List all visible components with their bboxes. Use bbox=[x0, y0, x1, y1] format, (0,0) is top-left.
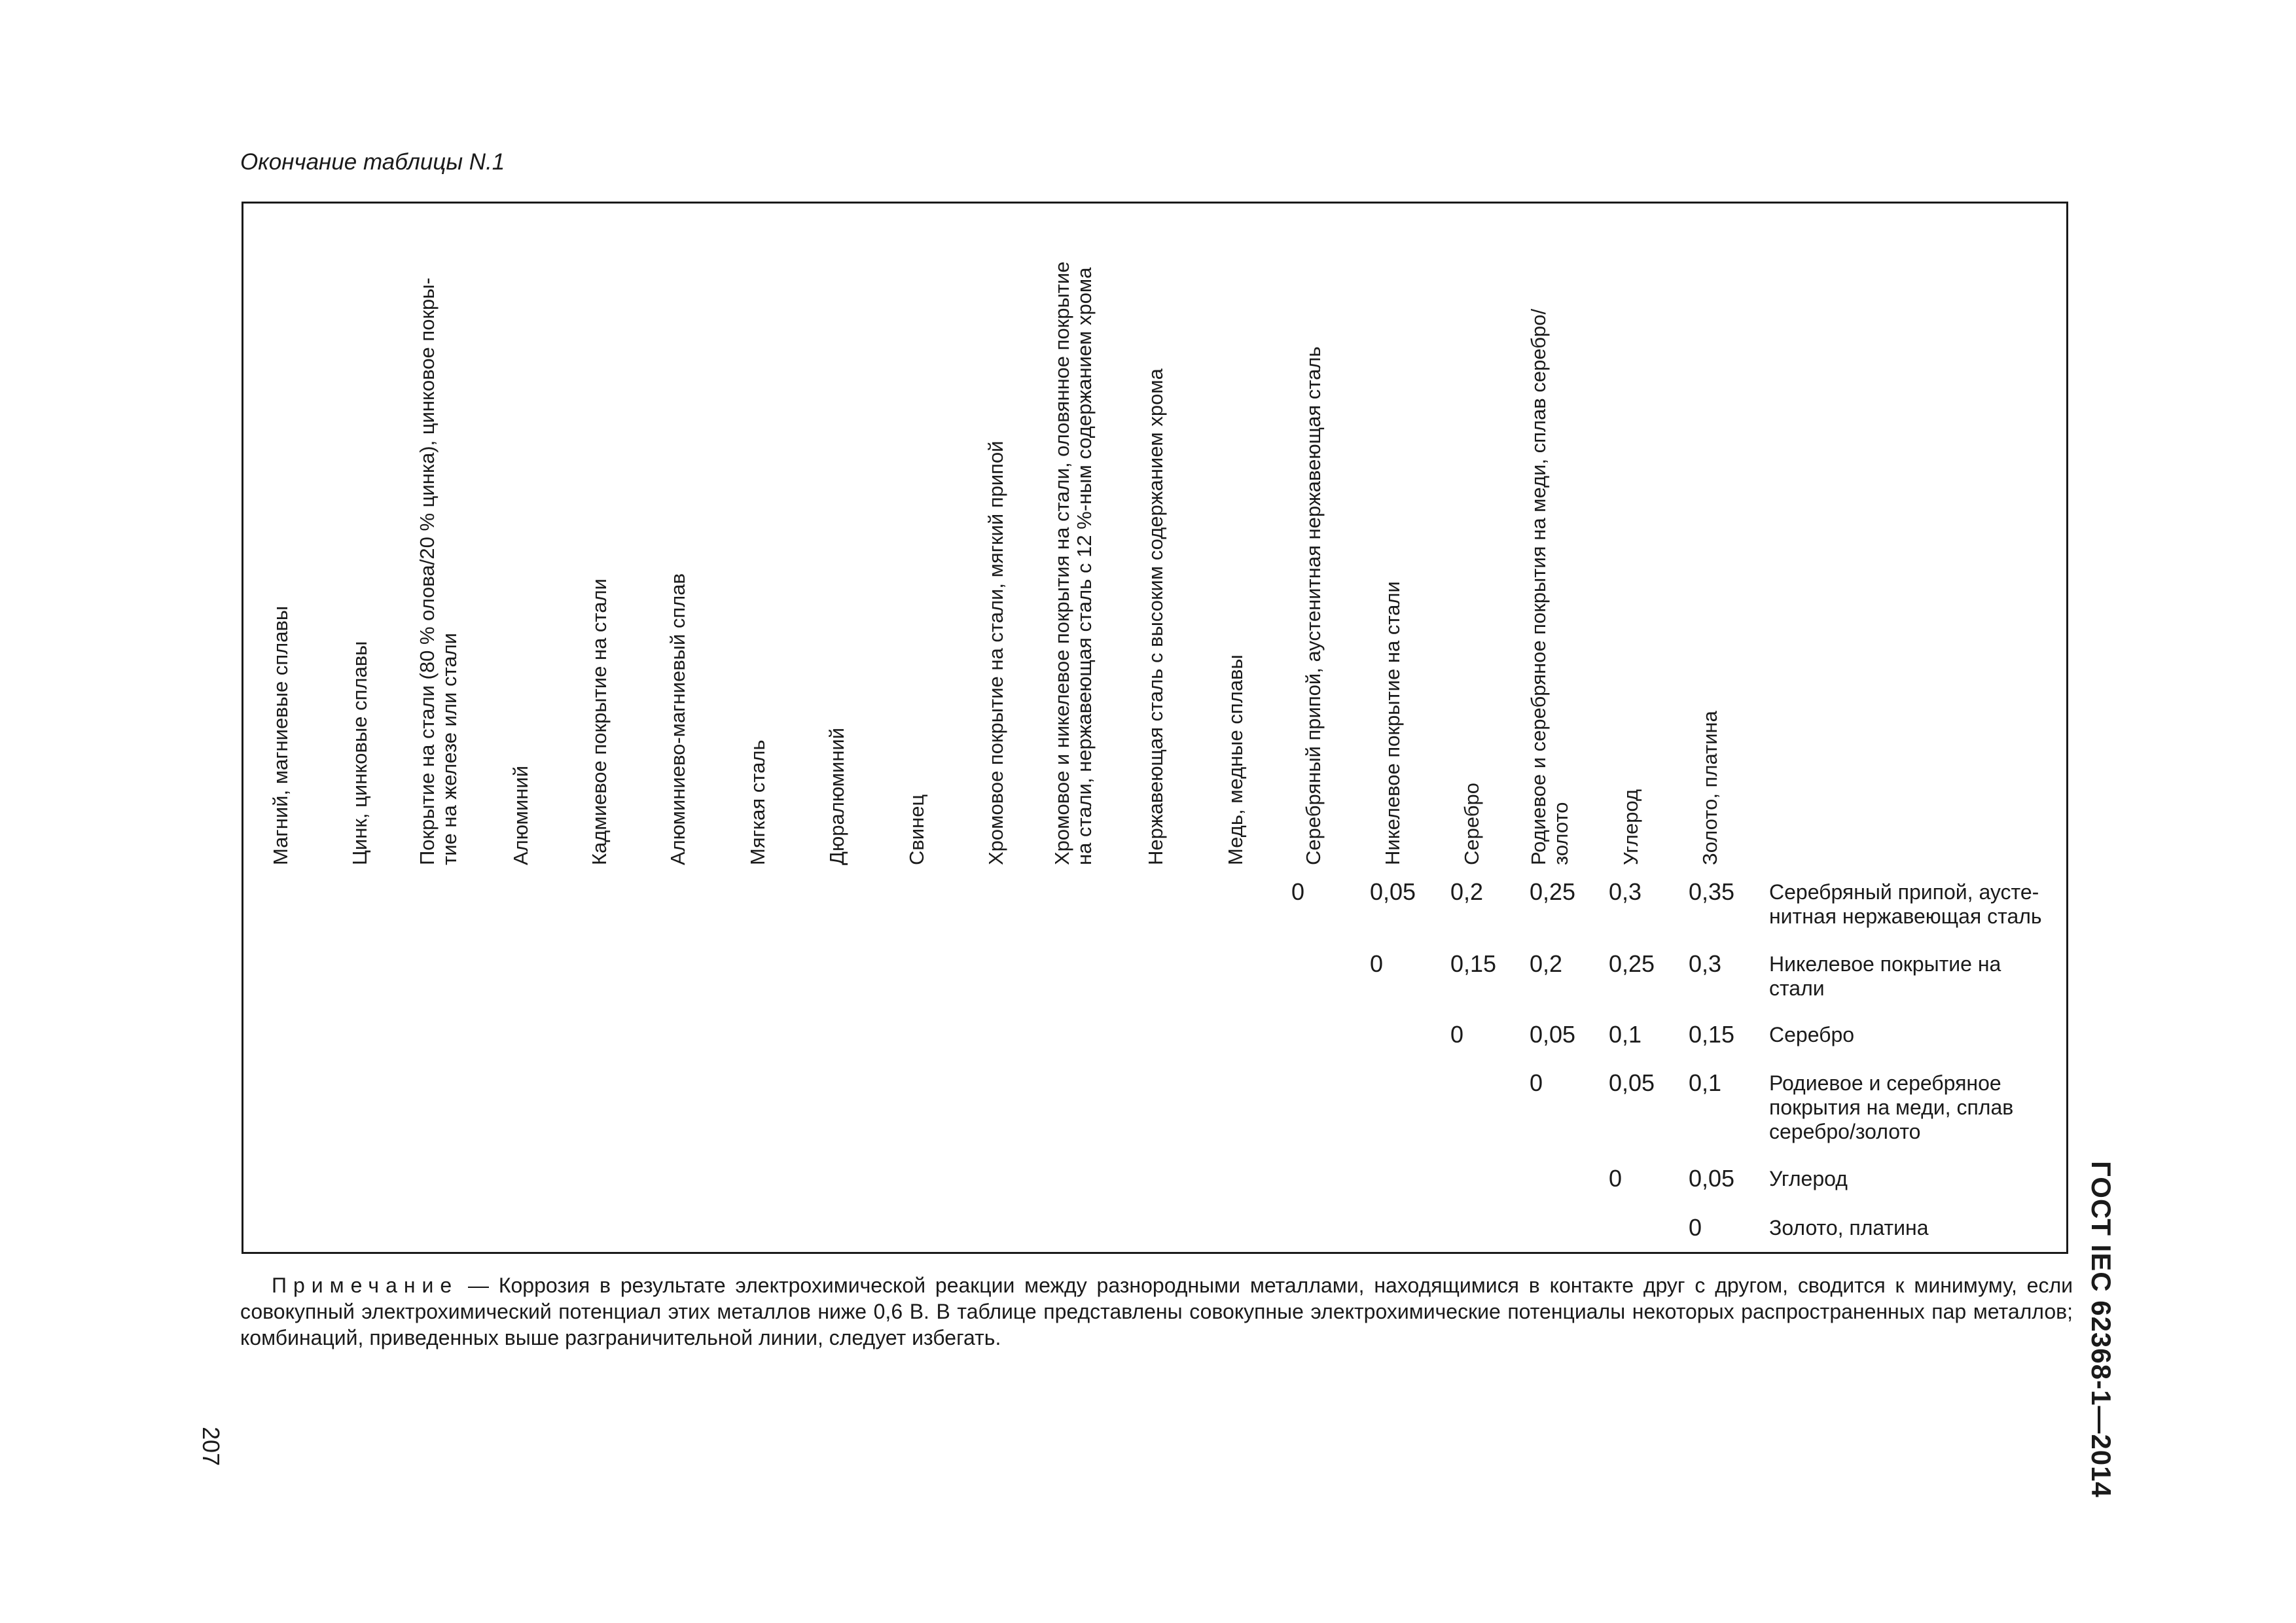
table-cell: 0,1 bbox=[1689, 1069, 1722, 1096]
column-header: Дюралюминий bbox=[825, 727, 848, 865]
column-header: Цинк, цинковые сплавы bbox=[348, 641, 371, 865]
row-label: Никелевое покрытие на стали bbox=[1769, 952, 2001, 1000]
row-label: Золото, платина bbox=[1769, 1216, 1929, 1240]
column-header: Хромовое и никелевое покрытия на стали, оловянное покрытие на стали, нержавеющая сталь с 12 %-ным содержанием хрома bbox=[1050, 261, 1096, 865]
table-cell: 0 bbox=[1609, 1165, 1623, 1192]
column-header: Алюминиево-магниевый сплав bbox=[666, 573, 689, 865]
page-number: 207 bbox=[198, 1427, 224, 1467]
table-cell: 0,3 bbox=[1689, 950, 1722, 977]
column-header: Нержавеющая сталь с высоким содержанием хрома bbox=[1144, 368, 1167, 865]
table-cell: 0,05 bbox=[1530, 1021, 1576, 1048]
table-cell: 0,1 bbox=[1609, 1021, 1642, 1048]
column-header: Кадмиевое покрытие на стали bbox=[588, 579, 611, 865]
table-cell: 0,25 bbox=[1530, 878, 1576, 905]
table-cell: 0 bbox=[1291, 878, 1305, 905]
table-cell: 0,2 bbox=[1530, 950, 1563, 977]
column-header: Серебро bbox=[1460, 783, 1483, 865]
table-cell: 0,05 bbox=[1689, 1165, 1735, 1192]
column-header: Мягкая сталь bbox=[746, 740, 769, 865]
table-cell: 0,35 bbox=[1689, 878, 1735, 905]
row-label: Родиевое и серебряное покрытия на меди, сплав серебро/золото bbox=[1769, 1071, 2014, 1143]
table-cell: 0,05 bbox=[1609, 1069, 1655, 1096]
table-note bbox=[240, 1272, 2073, 1351]
note-key: Примечание bbox=[272, 1274, 459, 1297]
column-header: Никелевое покрытие на стали bbox=[1381, 581, 1404, 865]
column-header: Серебряный припой, аустенитная нержавеющая сталь bbox=[1302, 346, 1325, 865]
standard-title: ГОСТ IEC 62368-1—2014 bbox=[2086, 1161, 2117, 1498]
column-header: Покрытие на стали (80 % олова/20 % цинка), цинковое покры- тие на железе или стали bbox=[416, 277, 461, 865]
column-header: Углерод bbox=[1619, 789, 1642, 865]
row-label: Углерод bbox=[1769, 1167, 1848, 1190]
table-cell: 0,25 bbox=[1609, 950, 1655, 977]
row-label: Серебро bbox=[1769, 1023, 1855, 1046]
row-label: Серебряный припой, аусте- нитная нержавеющая сталь bbox=[1769, 880, 2042, 928]
column-header: Родиевое и серебряное покрытия на меди, сплав серебро/ золото bbox=[1527, 308, 1572, 865]
column-header: Золото, платина bbox=[1698, 711, 1721, 865]
note-text: — Коррозия в результате электрохимической реакции между разнородными металлами, находящимися в контакте друг с другом, сводится к минимуму, если совокупный электрохимический потенциал этих металлов ниже 0,6 В. В таблице представлены совокупные электрохимические потенциалы некоторых распространенных пар металлов; комбинаций, приведенных выше разграничительной линии, следует избегать. bbox=[240, 1274, 2073, 1349]
column-header: Медь, медные сплавы bbox=[1224, 654, 1247, 865]
column-header: Свинец bbox=[905, 794, 928, 865]
table-cell: 0 bbox=[1689, 1214, 1702, 1241]
table-cell: 0 bbox=[1530, 1069, 1543, 1096]
table-cell: 0 bbox=[1370, 950, 1384, 977]
column-header: Алюминий bbox=[509, 765, 532, 865]
table-cell: 0,05 bbox=[1370, 878, 1416, 905]
column-header: Магний, магниевые сплавы bbox=[269, 605, 292, 865]
column-header: Хромовое покрытие на стали, мягкий припой bbox=[984, 440, 1007, 865]
table-cell: 0,3 bbox=[1609, 878, 1642, 905]
table-cell: 0,15 bbox=[1450, 950, 1497, 977]
table-caption: Окончание таблицы N.1 bbox=[240, 149, 505, 175]
table-cell: 0,2 bbox=[1450, 878, 1484, 905]
table-cell: 0 bbox=[1450, 1021, 1464, 1048]
table-cell: 0,15 bbox=[1689, 1021, 1735, 1048]
